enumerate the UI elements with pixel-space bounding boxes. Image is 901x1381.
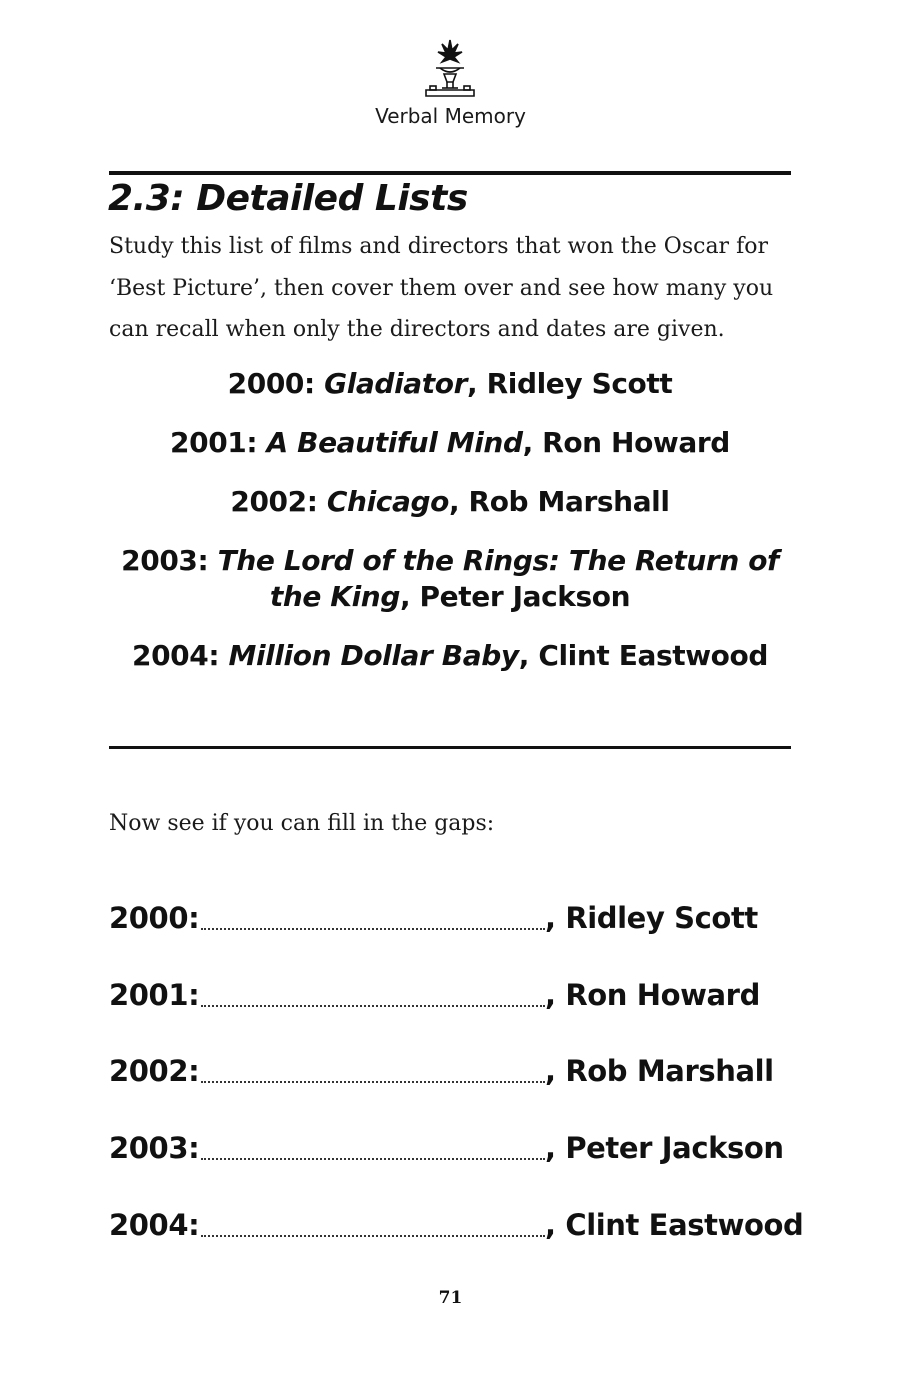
answer-blank[interactable] — [201, 1005, 545, 1007]
quiz-year: 2000: — [109, 901, 200, 935]
quiz-year: 2003: — [109, 1131, 200, 1165]
entry-director: , Peter Jackson — [399, 580, 631, 613]
entry-director: , Clint Eastwood — [518, 639, 768, 672]
quiz-director: , Rob Marshall — [545, 1054, 774, 1088]
list-item — [100, 484, 800, 520]
answer-blank[interactable] — [201, 1235, 545, 1237]
quiz-year: 2001: — [109, 978, 200, 1012]
entry-film: A Beautiful Mind — [266, 426, 523, 459]
section-title: 2.3: Detailed Lists — [108, 178, 468, 219]
entry-year: 2001: — [170, 426, 258, 459]
quiz-director: , Clint Eastwood — [545, 1208, 804, 1242]
quiz-director: , Ron Howard — [545, 978, 760, 1012]
quiz-row — [109, 1054, 809, 1094]
quiz-row — [109, 901, 809, 941]
section-rule-top — [109, 171, 791, 175]
lamp-emblem-icon — [422, 38, 478, 100]
answer-blank[interactable] — [201, 928, 545, 930]
quiz-year: 2002: — [109, 1054, 200, 1088]
entry-film: Million Dollar Baby — [228, 639, 519, 672]
quiz-row — [109, 1208, 809, 1248]
page-number: 71 — [438, 1288, 463, 1308]
quiz-director: , Ridley Scott — [545, 901, 758, 935]
entry-year: 2000: — [227, 367, 315, 400]
list-item — [100, 366, 800, 402]
quiz-year: 2004: — [109, 1208, 200, 1242]
list-item — [100, 543, 800, 579]
entry-year: 2002: — [230, 485, 318, 518]
intro-line: ‘Best Picture’, then cover them over and see how many you — [109, 275, 774, 301]
list-item — [100, 425, 800, 461]
entry-director: , Ron Howard — [522, 426, 730, 459]
answer-blank[interactable] — [201, 1081, 545, 1083]
list-item — [100, 638, 800, 674]
entry-film: The Lord of the Rings: The Return of — [217, 544, 779, 577]
section-rule-bottom — [109, 746, 791, 749]
quiz-director: , Peter Jackson — [545, 1131, 784, 1165]
answer-blank[interactable] — [201, 1158, 545, 1160]
entry-year: 2004: — [132, 639, 220, 672]
quiz-row — [109, 1131, 809, 1171]
list-item-continued — [100, 579, 800, 615]
entry-film: Chicago — [326, 485, 449, 518]
running-head: Verbal Memory — [375, 104, 526, 128]
quiz-prompt: Now see if you can fill in the gaps: — [109, 811, 495, 836]
entry-director: , Ridley Scott — [467, 367, 673, 400]
entry-film: Gladiator — [324, 367, 467, 400]
intro-line: Study this list of films and directors that won the Oscar for — [109, 234, 768, 259]
entry-year: 2003: — [121, 544, 209, 577]
intro-paragraph — [109, 226, 799, 351]
quiz-row — [109, 978, 809, 1018]
entry-film: the King — [269, 580, 400, 613]
entry-director: , Rob Marshall — [448, 485, 670, 518]
intro-line: can recall when only the directors and dates are given. — [109, 317, 725, 342]
